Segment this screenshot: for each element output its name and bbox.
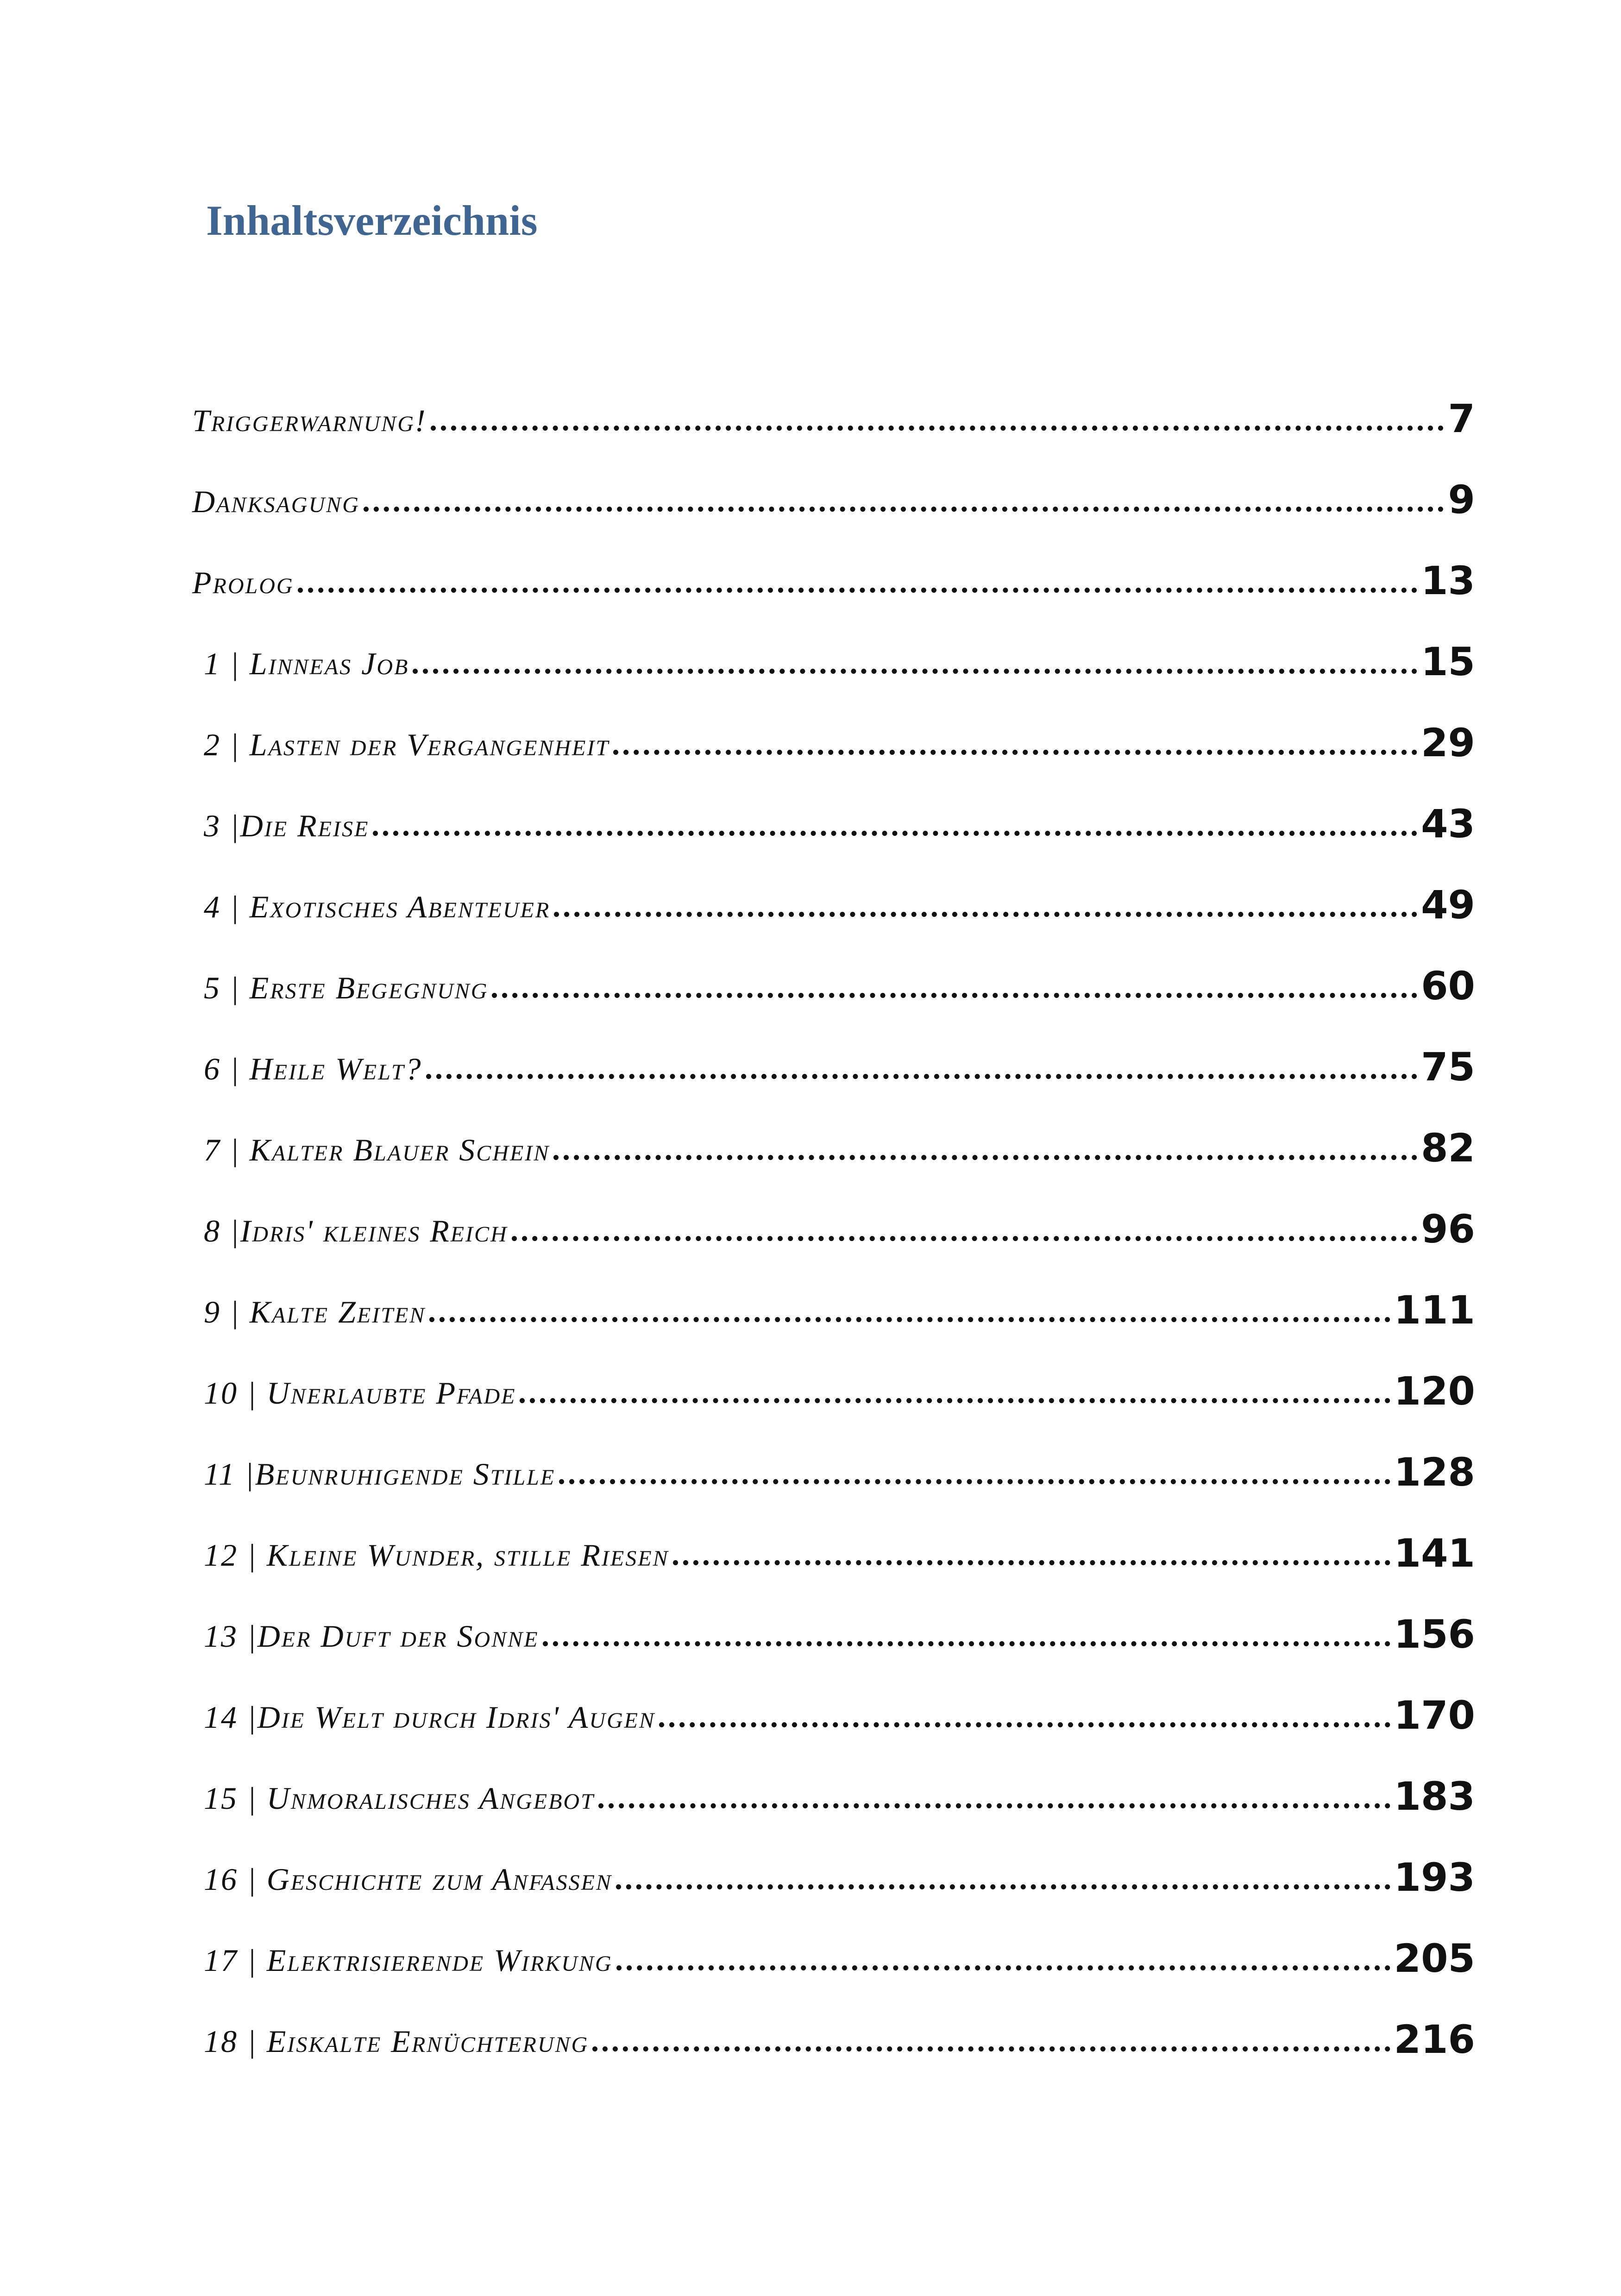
toc-entry-page: 141 [1394,1530,1475,1576]
dot-leader [673,1560,1390,1565]
dot-leader [616,1965,1390,1970]
toc-entry-chapter-13[interactable] [192,1575,1475,1656]
dot-leader [598,1803,1390,1808]
toc-entry-label: 8 |Idris' kleines Reich [204,1213,508,1249]
dot-leader [431,426,1444,431]
dot-leader [426,1074,1418,1079]
toc-entry-page: 13 [1421,558,1475,603]
toc-entry-label: 3 |Die Reise [204,808,370,844]
dot-leader [364,507,1444,512]
toc-entry-page: 29 [1421,720,1475,765]
toc-entry-label: 12 | Kleine Wunder, stille Riesen [204,1537,669,1573]
dot-leader [520,1398,1390,1403]
toc-entry-page: 96 [1421,1206,1475,1252]
toc-entry-chapter-18[interactable] [192,1980,1475,2061]
dot-leader [543,1641,1390,1646]
toc-entry-page: 111 [1394,1287,1475,1333]
dot-leader [413,669,1417,674]
toc-entry-chapter-2[interactable] [192,683,1475,764]
toc-entry-label: 5 | Erste Begegnung [204,970,489,1006]
toc-entry-chapter-11[interactable] [192,1412,1475,1493]
toc-entry-chapter-3[interactable] [192,764,1475,845]
toc-entry-label: Triggerwarnung! [192,403,427,439]
toc-entry-chapter-14[interactable] [192,1656,1475,1737]
toc-entry-label: 14 |Die Welt durch Idris' Augen [204,1700,655,1735]
toc-entry-page: 120 [1394,1368,1475,1414]
toc-entry-page: 7 [1448,395,1475,441]
toc-entry-label: 11 |Beunruhigende Stille [204,1456,556,1492]
toc-entry-label: 15 | Unmoralisches Angebot [204,1781,595,1816]
toc-entry-label: 17 | Elektrisierende Wirkung [204,1943,613,1978]
toc-entry-chapter-9[interactable] [192,1250,1475,1331]
dot-leader [554,912,1417,917]
dot-leader [429,1317,1390,1322]
page-title: Inhaltsverzeichnis [206,197,538,244]
toc-entry-chapter-8[interactable] [192,1169,1475,1250]
dot-leader [559,1479,1390,1484]
dot-leader [613,750,1417,755]
toc-entry-label: 16 | Geschichte zum Anfassen [204,1862,612,1897]
toc-entry-label: Prolog [192,565,294,601]
toc-entry-page: 156 [1394,1611,1475,1657]
toc-entry-label: 2 | Lasten der Vergangenheit [204,727,610,763]
dot-leader [492,993,1417,998]
toc-entry-label: 9 | Kalte Zeiten [204,1294,426,1330]
toc-entry-page: 170 [1394,1692,1475,1738]
toc-entry-label: Danksagung [192,484,360,520]
toc-entry-label: 18 | Eiskalte Ernüchterung [204,2024,589,2059]
toc-entry-page: 183 [1394,1773,1475,1819]
toc-entry-page: 49 [1421,882,1475,928]
toc-entry-label: 6 | Heile Welt? [204,1051,422,1087]
toc-entry-page: 193 [1394,1854,1475,1900]
dot-leader [298,588,1418,593]
toc-entry-chapter-7[interactable] [192,1088,1475,1169]
toc-entry-chapter-4[interactable] [192,845,1475,926]
toc-entry-chapter-10[interactable] [192,1331,1475,1412]
toc-entry-chapter-17[interactable] [192,1899,1475,1980]
toc-entry-page: 82 [1421,1125,1475,1171]
toc-entry-triggerwarnung[interactable] [192,359,1475,440]
toc-entry-label: 1 | Linneas Job [204,646,409,682]
dot-leader [373,831,1417,836]
toc-entry-danksagung[interactable] [192,440,1475,521]
toc-entry-prolog[interactable] [192,521,1475,602]
toc-entry-chapter-6[interactable] [192,1007,1475,1088]
toc-entry-chapter-12[interactable] [192,1493,1475,1575]
toc-entry-page: 128 [1394,1449,1475,1495]
toc-entry-chapter-5[interactable] [192,926,1475,1007]
toc-entry-page: 43 [1421,801,1475,847]
dot-leader [553,1155,1417,1160]
toc-entry-page: 15 [1421,639,1475,684]
dot-leader [592,2046,1390,2051]
toc-entry-page: 75 [1421,1044,1475,1090]
toc-entry-label: 4 | Exotisches Abenteuer [204,889,551,925]
table-of-contents [192,359,1475,2061]
toc-entry-page: 9 [1448,477,1475,522]
dot-leader [659,1722,1390,1727]
toc-entry-page: 216 [1394,2016,1475,2062]
dot-leader [616,1884,1390,1889]
toc-entry-label: 7 | Kalter Blauer Schein [204,1132,550,1168]
toc-entry-chapter-16[interactable] [192,1818,1475,1899]
toc-entry-label: 10 | Unerlaubte Pfade [204,1375,516,1411]
toc-entry-page: 205 [1394,1935,1475,1981]
toc-entry-label: 13 |Der Duft der Sonne [204,1618,539,1654]
toc-entry-chapter-15[interactable] [192,1737,1475,1818]
toc-entry-chapter-1[interactable] [192,602,1475,683]
toc-entry-page: 60 [1421,963,1475,1009]
dot-leader [512,1236,1417,1241]
